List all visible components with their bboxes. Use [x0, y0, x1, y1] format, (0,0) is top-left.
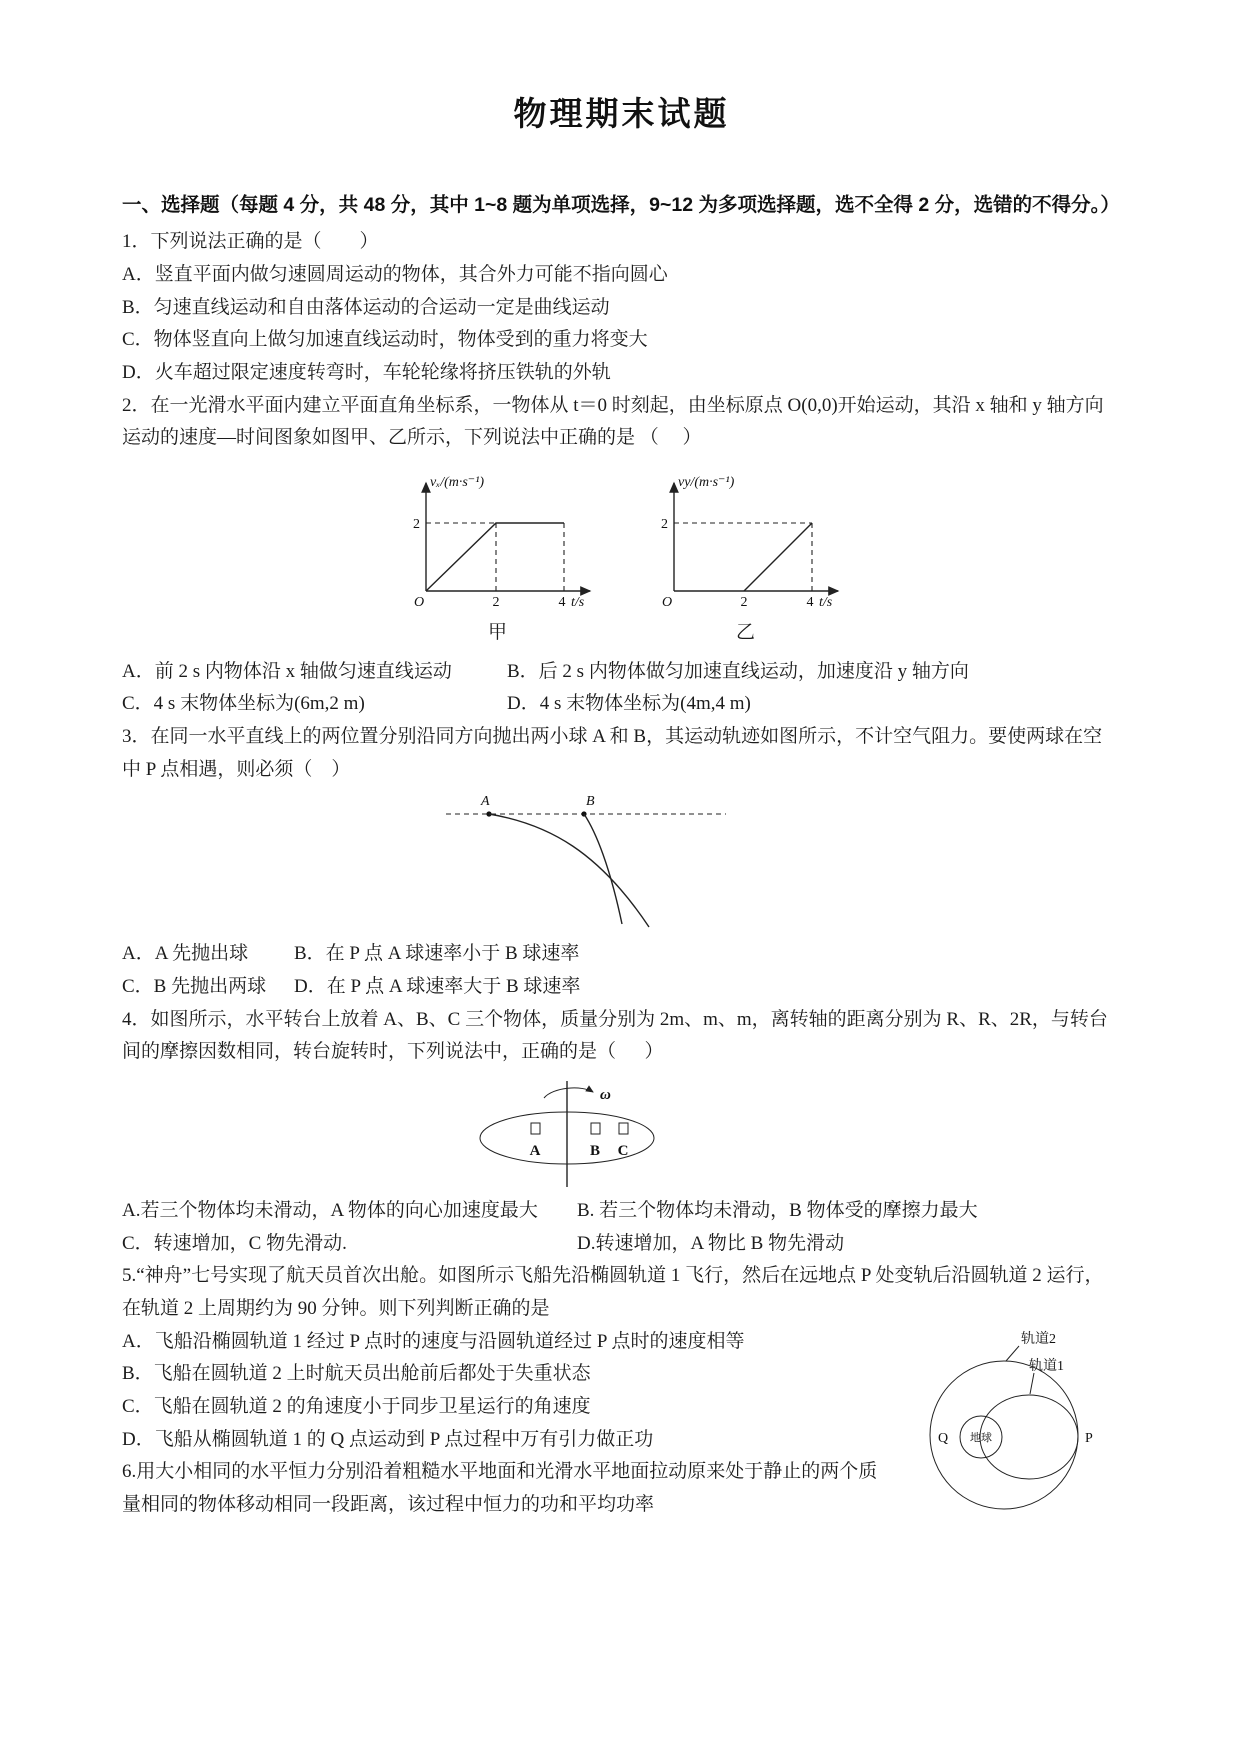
block-A	[531, 1123, 540, 1134]
q1-option-c: C．物体竖直向上做匀加速直线运动时，物体受到的重力将变大	[122, 329, 648, 351]
vx-axis-label: vₓ/(m·s⁻¹)	[429, 474, 484, 490]
vy-origin: O	[661, 594, 672, 610]
orbit1-label: 轨道1	[1029, 1358, 1064, 1374]
block-C	[619, 1123, 628, 1134]
q4-figure	[452, 1075, 1121, 1193]
q5-stem: 5.“神舟”七号实现了航天员首次出舱。如图所示飞船先沿椭圆轨道 1 飞行，然后在远地点 P 处变轨后沿圆轨道 2 运行，在轨道 2 上周期约为 90 分钟。则下列判断正确的是	[122, 1265, 1104, 1320]
q4-option-a: A.若三个物体均未滑动，A 物体的向心加速度最大	[122, 1200, 538, 1222]
vx-time-graph	[392, 469, 604, 650]
figure-yi-caption: 乙	[735, 621, 755, 643]
orbit2-label: 轨道2	[1021, 1331, 1056, 1347]
q5-figure	[909, 1328, 1121, 1520]
q3-option-c: C．B 先抛出两球	[122, 976, 267, 998]
omega-label: ω	[600, 1087, 611, 1104]
vy-xtick-4: 4	[806, 594, 813, 610]
q4-options-row1	[122, 1195, 1121, 1228]
q2-option-c: C．4 s 末物体坐标为(6m,2 m)	[122, 693, 365, 715]
q2-stem: 2．在一光滑水平面内建立平面直角坐标系，一物体从 t＝0 时刻起，由坐标原点 O(0,0)开始运动，其沿 x 轴和 y 轴方向运动的速度—时间图象如图甲、乙所示，下列说法中正确的是 （ ）	[122, 394, 1104, 449]
orbit1-ellipse	[980, 1395, 1078, 1479]
vy-time-unit: t/s	[818, 594, 832, 610]
q2-option-d: D．4 s 末物体坐标为(4m,4 m)	[507, 693, 751, 715]
rotation-arrow	[544, 1088, 593, 1098]
point-Q-label: Q	[937, 1430, 949, 1446]
q3-figure	[434, 792, 1121, 934]
q4-stem: 4．如图所示，水平转台上放着 A、B、C 三个物体，质量分别为 2m、m、m，离转轴的距离分别为 R、R、2R，与转台间的摩擦因数相同，转台旋转时，下列说法中，正确的是（ ）	[122, 1008, 1108, 1063]
q4-option-b: B. 若三个物体均未滑动，B 物体受的摩擦力最大	[577, 1200, 978, 1222]
q5-option-c: C．飞船在圆轨道 2 的角速度小于同步卫星运行的角速度	[122, 1396, 591, 1418]
vx-ytick-2: 2	[412, 516, 420, 532]
q3-options-row2	[122, 971, 1121, 1004]
q4-options-row2	[122, 1228, 1121, 1261]
question-4	[122, 1004, 1121, 1261]
orbit2-leader-line	[1006, 1346, 1019, 1361]
question-3	[122, 721, 1121, 1004]
q1-option-d: D．火车超过限定速度转弯时，车轮轮缘将挤压铁轨的外轨	[122, 361, 611, 383]
q2-options-row2	[122, 688, 1121, 721]
q2-option-a: A．前 2 s 内物体沿 x 轴做匀速直线运动	[122, 660, 452, 682]
orbit1-leader-line	[1030, 1373, 1034, 1394]
vx-time-unit: t/s	[570, 594, 584, 610]
orbit-figure-svg	[909, 1328, 1117, 1520]
vy-xtick-2: 2	[740, 594, 747, 610]
vx-xtick-2: 2	[492, 594, 499, 610]
vx-origin: O	[413, 594, 424, 610]
block-C-label: C	[617, 1143, 629, 1160]
q2-options-row1	[122, 656, 1121, 689]
trajectory-A-path	[489, 814, 649, 927]
figure-jia-caption: 甲	[487, 621, 507, 643]
orbit2-circle	[930, 1361, 1078, 1509]
q2-option-b: B．后 2 s 内物体做匀加速直线运动，加速度沿 y 轴方向	[507, 660, 969, 682]
q4-option-c: C．转速增加，C 物先滑动.	[122, 1232, 347, 1254]
q1-stem: 1．下列说法正确的是（ ）	[122, 231, 379, 253]
block-B	[591, 1123, 600, 1134]
q3-option-d: D．在 P 点 A 球速率大于 B 球速率	[294, 976, 581, 998]
question-2	[122, 390, 1121, 721]
question-1	[122, 226, 1121, 389]
q1-option-b: B．匀速直线运动和自由落体运动的合运动一定是曲线运动	[122, 296, 610, 318]
q1-option-a: A．竖直平面内做匀速圆周运动的物体，其合外力可能不指向圆心	[122, 263, 668, 285]
q3-stem: 3．在同一水平直线上的两位置分别沿同方向抛出两小球 A 和 B，其运动轨迹如图所示，不计空气阻力。要使两球在空中 P 点相遇，则必须（ ）	[122, 726, 1103, 780]
vy-time-graph-svg	[640, 469, 852, 619]
q3-options-row1	[122, 938, 1121, 971]
point-P-label: P	[1085, 1430, 1093, 1446]
trajectory-B-path	[584, 814, 622, 924]
q6-stem: 6.用大小相同的水平恒力分别沿着粗糙水平地面和光滑水平地面拉动原来处于静止的两个质量相同的物体移动相同一段距离，该过程中恒力的功和平均功率	[122, 1461, 878, 1516]
trajectory-figure-svg	[434, 792, 734, 934]
page-title: 物理期末试题	[513, 95, 730, 132]
question-5	[122, 1260, 1121, 1456]
earth-label: 地球	[970, 1431, 992, 1444]
block-B-label: B	[589, 1143, 601, 1160]
vx-xtick-4: 4	[558, 594, 565, 610]
q5-option-b: B．飞船在圆轨道 2 上时航天员出舱前后都处于失重状态	[122, 1363, 591, 1385]
vy-ytick-2: 2	[660, 516, 668, 532]
vy-time-graph	[640, 469, 852, 650]
trajectory-label-A: A	[481, 794, 490, 810]
trajectory-label-B: B	[586, 794, 595, 810]
q2-figures	[122, 469, 1121, 650]
q3-option-a: A．A 先抛出球	[122, 943, 249, 965]
q3-option-b: B．在 P 点 A 球速率小于 B 球速率	[294, 943, 580, 965]
turntable-figure-svg	[452, 1075, 684, 1193]
q5-option-a: A．飞船沿椭圆轨道 1 经过 P 点时的速度与沿圆轨道经过 P 点时的速度相等	[122, 1330, 745, 1352]
q4-option-d: D.转速增加，A 物比 B 物先滑动	[577, 1232, 845, 1254]
q5-option-d: D．飞船从椭圆轨道 1 的 Q 点运动到 P 点过程中万有引力做正功	[122, 1428, 654, 1450]
section-header: 一、选择题（每题 4 分，共 48 分，其中 1~8 题为单项选择，9~12 为多项选择题，选不全得 2 分，选错的不得分。）	[122, 193, 1120, 216]
block-A-label: A	[529, 1143, 541, 1160]
vx-time-graph-svg	[392, 469, 604, 619]
vy-axis-label: vy/(m·s⁻¹)	[677, 474, 734, 490]
